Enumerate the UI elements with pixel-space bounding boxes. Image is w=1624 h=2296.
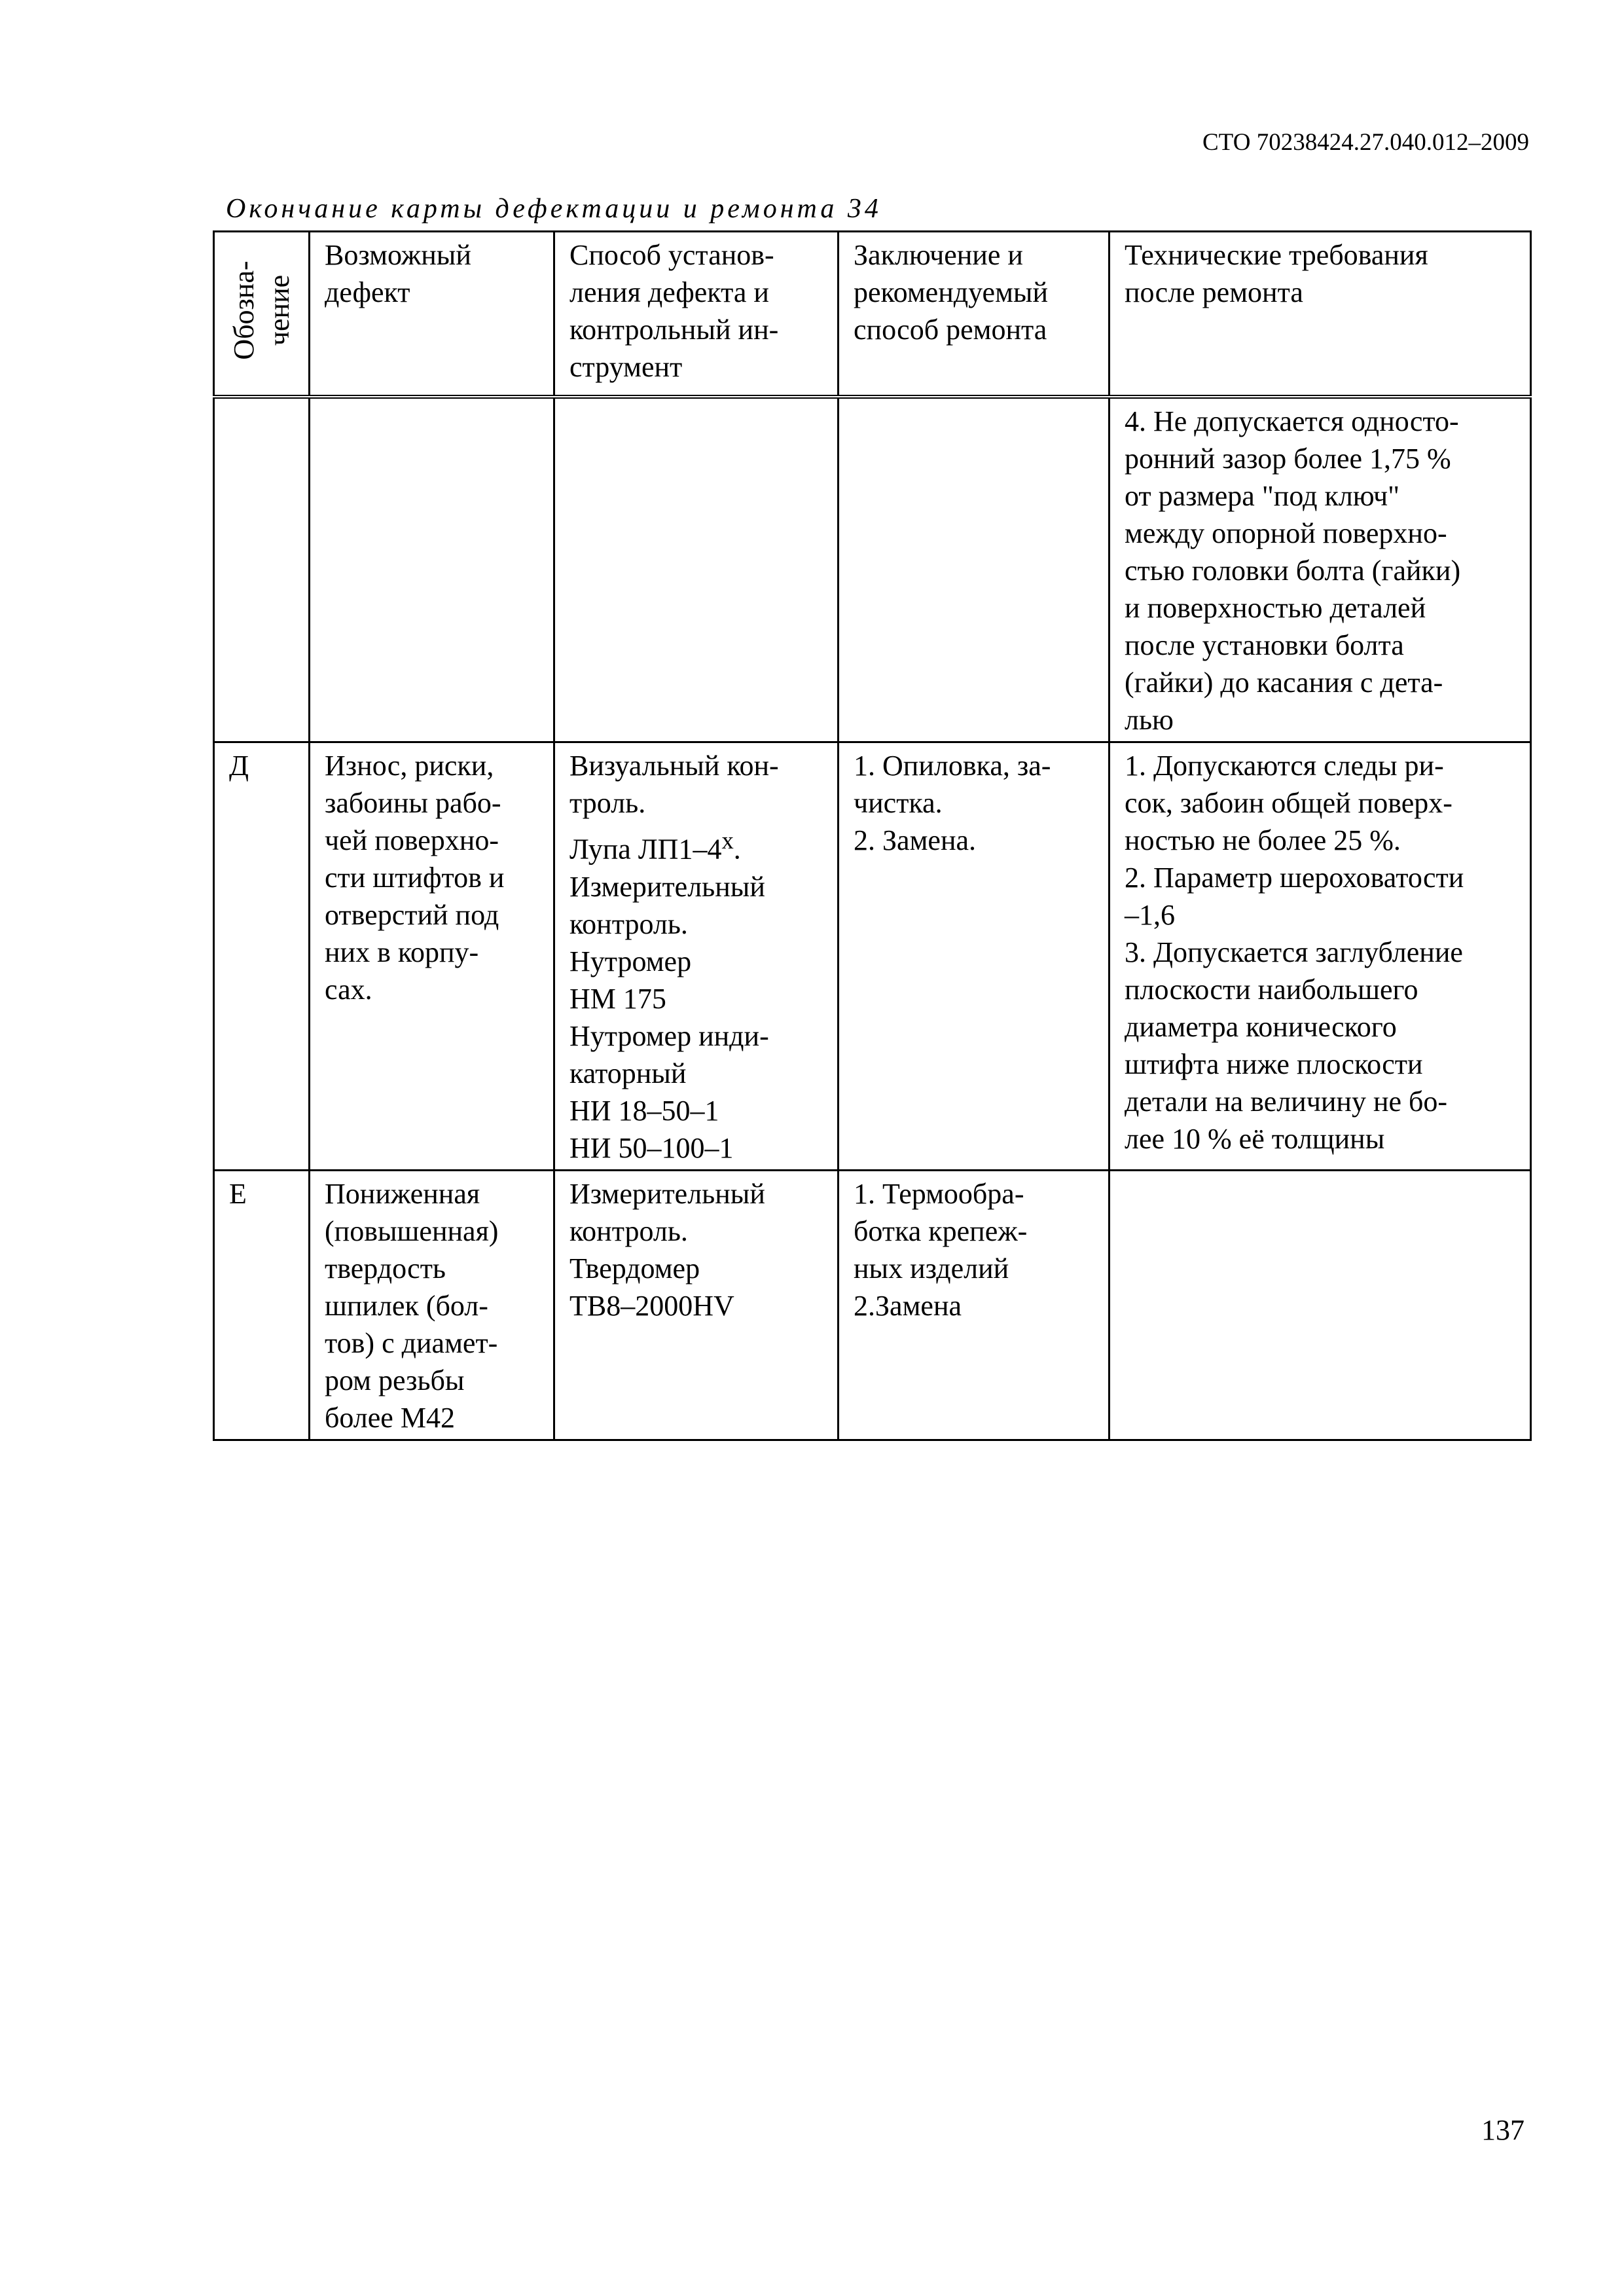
cell-conclusion [839,397,1110,742]
header-conclusion: Заключение и рекомендуемый способ ремонта [839,232,1110,397]
header-designation [214,232,310,397]
document-code: СТО 70238424.27.040.012–2009 [1202,129,1529,156]
header-method: Способ установ- ления дефекта и контрольный ин- струмент [554,232,839,397]
table-header-row [214,232,1531,397]
header-defect: Возможный дефект [310,232,554,397]
cell-designation: Е [214,1170,310,1440]
table-row [214,397,1531,742]
cell-requirements: 4. Не допускается односто- ронний зазор более 1,75 % от размера "под ключ" между опорной поверхно- стью головки болта (гайки) и поверхностью деталей после установки болта (гайки) до касания с дета- лью [1110,397,1531,742]
defect-repair-table [213,230,1532,1441]
cell-conclusion: 1. Опиловка, за- чистка. 2. Замена. [839,742,1110,1171]
page-number: 137 [1481,2114,1525,2146]
cell-requirements [1110,1170,1531,1440]
method-text-after: . Измерительный контроль. Нутромер НМ 175 Нутромер инди- каторный НИ 18–50–1 НИ 50–100–1 [569,833,769,1164]
cell-defect: Пониженная (повышенная) твердость шпилек (бол- тов) с диамет- ром резьбы более М42 [310,1170,554,1440]
cell-conclusion: 1. Термообра- ботка крепеж- ных изделий 2.Замена [839,1170,1110,1440]
cell-requirements: 1. Допускаются следы ри- сок, забоин общей поверх- ностью не более 25 %. 2. Параметр шероховатости –1,6 3. Допускается заглубление плоскости наибольшего диаметра конического штифта ниже плоскости детали на величину не бо- лее 10 % её толщины [1110,742,1531,1171]
table-row [214,742,1531,1171]
method-text-before: Визуальный кон- троль. Лупа ЛП1–4 [569,750,779,866]
cell-method [554,397,839,742]
table-caption: Окончание карты дефектации и ремонта 34 [226,194,882,224]
cell-designation [214,397,310,742]
cell-defect [310,397,554,742]
table-row [214,1170,1531,1440]
cell-defect: Износ, риски, забоины рабо- чей поверхно- сти штифтов и отверстий под них в корпу- сах. [310,742,554,1171]
cell-method [554,742,839,1171]
header-requirements: Технические требования после ремонта [1110,232,1531,397]
header-designation-label: Обозна- чение [227,261,295,360]
cell-designation: Д [214,742,310,1171]
magnification-superscript: х [721,827,734,854]
cell-method: Измерительный контроль. Твердомер ТВ8–2000HV [554,1170,839,1440]
